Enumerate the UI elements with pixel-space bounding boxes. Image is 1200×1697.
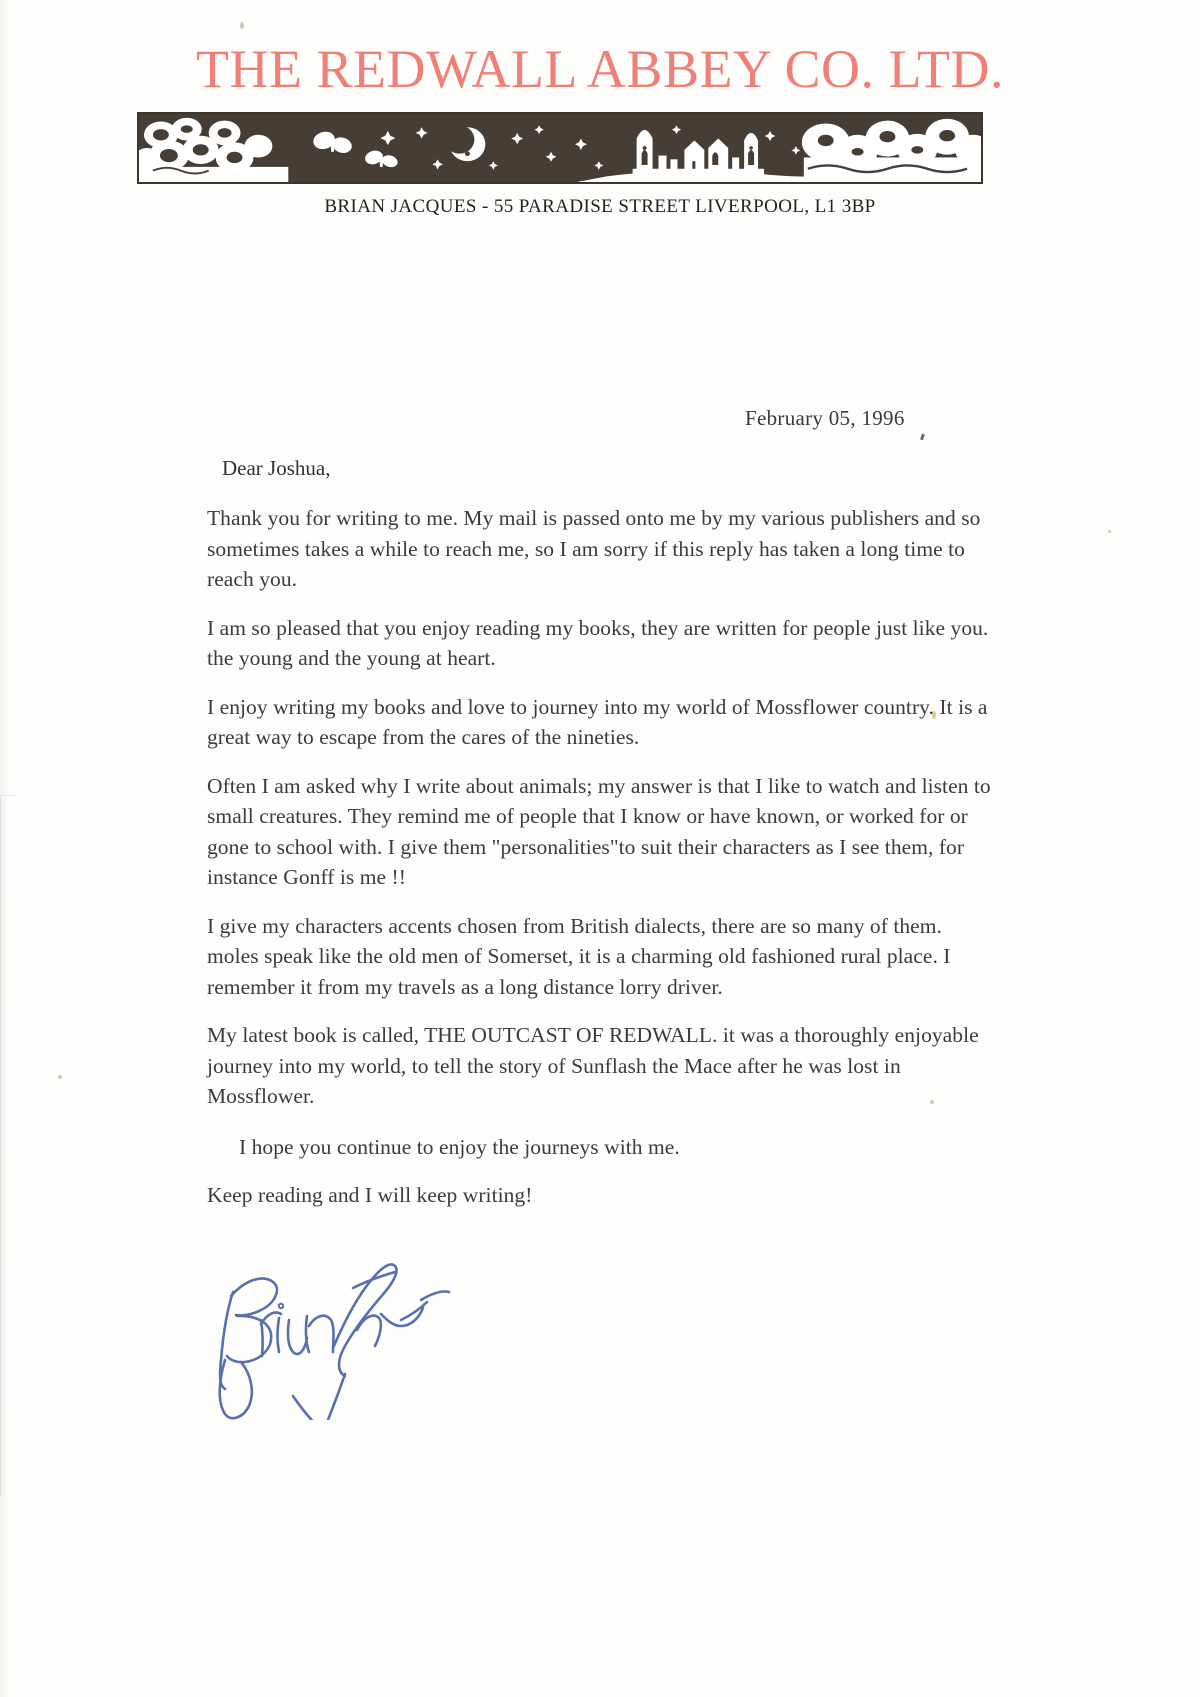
letter-paragraph: Often I am asked why I write about animals; my answer is that I like to watch and listen to small creatures. They remind me of people that I know or have known, or worked for or gone to school with. I give them "personalities"to suit their characters as I see them, for instance Gonff is me !! <box>207 773 991 889</box>
scan-speck <box>240 22 244 29</box>
letter-date: February 05, 1996 <box>745 406 905 430</box>
scan-fold-line <box>0 795 17 1496</box>
letter-paragraph: I give my characters accents chosen from British dialects, there are so many of them. moles speak like the old men of Somerset, it is a charming old fashioned rural place. I remember it from my travels as a long distance lorry driver. <box>207 913 951 999</box>
letter-salutation: Dear Joshua, <box>222 456 331 480</box>
banner-illustration <box>139 114 981 182</box>
night-scene-banner-image <box>137 112 983 184</box>
letter-closing: Keep reading and I will keep writing! <box>207 1183 533 1207</box>
letter-paragraph: Thank you for writing to me. My mail is passed onto me by my various publishers and so sometimes takes a while to reach me, so I am sorry if this reply has taken a long time to reach you. <box>207 506 981 591</box>
handwritten-signature-brian-jacques <box>205 1170 455 1420</box>
company-title: THE REDWALL ABBEY CO. LTD. <box>196 39 1004 99</box>
scan-speck <box>58 1075 62 1079</box>
letter-paragraph: I am so pleased that you enjoy reading my books, they are written for people just like you. the young and the young at heart. <box>207 615 989 670</box>
letterhead-address: BRIAN JACQUES - 55 PARADISE STREET LIVERPOOL, L1 3BP <box>324 196 876 217</box>
signature <box>205 1170 455 1420</box>
scan-speck <box>1108 530 1111 533</box>
letter-paragraph: I enjoy writing my books and love to journey into my world of Mossflower country. It is a great way to escape from the cares of the nineties. <box>207 694 988 749</box>
letterhead <box>0 39 1200 99</box>
letter-paragraph: My latest book is called, THE OUTCAST OF REDWALL. it was a thoroughly enjoyable journey into my world, to tell the story of Sunflash the Mace after he was lost in Mossflower. <box>207 1023 979 1108</box>
ink-mark <box>920 434 925 441</box>
letter-paragraph: I hope you continue to enjoy the journeys with me. <box>239 1134 680 1159</box>
letter-body <box>207 503 995 1229</box>
